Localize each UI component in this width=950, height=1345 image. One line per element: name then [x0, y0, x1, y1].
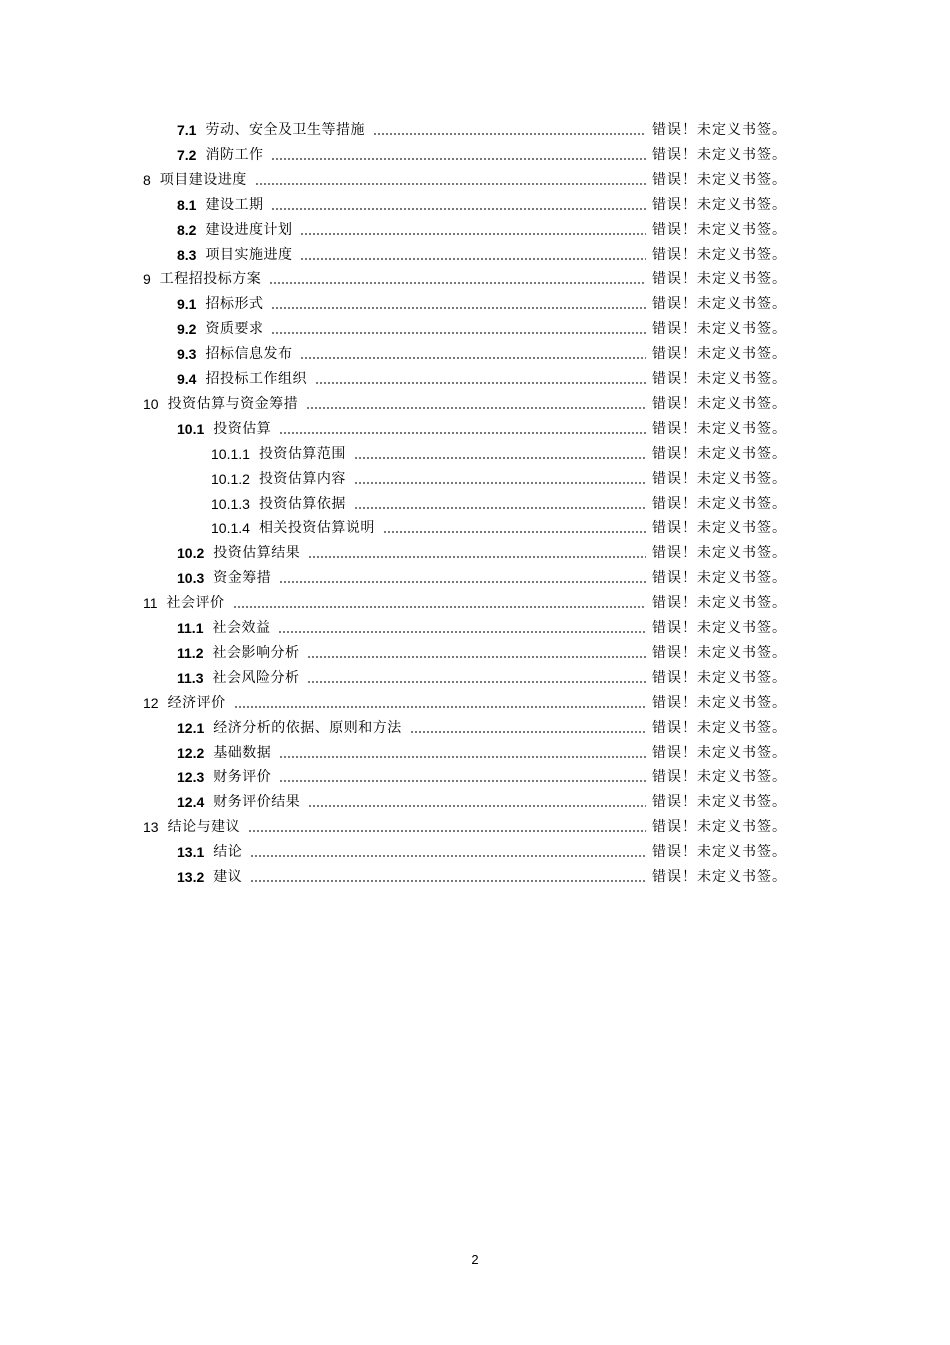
toc-entry[interactable] [177, 743, 787, 763]
toc-entry-number: 10.3 [177, 570, 205, 587]
toc-entry-title: 投资估算范围 [258, 445, 346, 462]
toc-entry-number: 8.1 [177, 196, 197, 213]
toc-entry-title: 项目建设进度 [159, 171, 247, 188]
toc-entry-page-ref: 错误！未定义书签。 [652, 794, 787, 811]
toc-entry-number: 8.2 [177, 221, 197, 238]
toc-entry-title: 资金筹措 [213, 570, 272, 587]
dot-leader [315, 369, 646, 389]
toc-entry-number: 12.4 [177, 794, 205, 811]
toc-entry-page-ref: 错误！未定义书签。 [652, 171, 787, 188]
toc-entry-number: 12.1 [177, 719, 205, 736]
page-number: 2 [471, 1252, 479, 1267]
toc-entry-page-ref: 错误！未定义书签。 [652, 719, 787, 736]
toc-entry-page-ref: 错误！未定义书签。 [652, 321, 787, 338]
toc-entry[interactable] [177, 568, 787, 588]
toc-entry[interactable] [211, 469, 787, 489]
toc-entry[interactable] [177, 543, 787, 563]
toc-entry-page-ref: 错误！未定义书签。 [652, 221, 787, 238]
toc-entry-title: 财务评价 [213, 769, 272, 786]
toc-entry-title: 投资估算结果 [213, 545, 301, 562]
toc-entry[interactable] [177, 419, 787, 439]
toc-entry-page-ref: 错误！未定义书签。 [652, 346, 787, 363]
toc-entry-number: 10.1.4 [211, 520, 250, 537]
dot-leader [354, 444, 646, 464]
toc-entry-title: 投资估算与资金筹措 [167, 395, 299, 412]
toc-entry-number: 8.3 [177, 246, 197, 263]
toc-entry-title: 社会评价 [166, 595, 225, 612]
toc-entry-page-ref: 错误！未定义书签。 [652, 371, 787, 387]
toc-entry-title: 消防工作 [205, 146, 264, 163]
toc-entry-title: 投资估算 [213, 420, 272, 437]
dot-leader [300, 245, 646, 265]
toc-entry-title: 建设工期 [205, 196, 264, 213]
toc-entry[interactable] [211, 518, 787, 538]
toc-entry[interactable] [177, 195, 787, 215]
toc-entry-number: 11.2 [177, 644, 204, 661]
dot-leader [279, 419, 646, 439]
toc-entry-title: 社会效益 [212, 620, 271, 636]
dot-leader [234, 693, 646, 713]
toc-entry[interactable] [177, 220, 787, 240]
toc-entry-title: 社会风险分析 [212, 669, 300, 686]
dot-leader [308, 792, 646, 812]
dot-leader [279, 743, 646, 763]
toc-entry-number: 12.2 [177, 744, 205, 761]
toc-entry-number: 9 [143, 271, 151, 288]
toc-entry-page-ref: 错误！未定义书签。 [652, 420, 787, 437]
dot-leader [250, 867, 646, 887]
toc-entry[interactable] [143, 170, 787, 190]
toc-entry-number: 9.2 [177, 321, 197, 338]
toc-entry-number: 13.2 [177, 869, 205, 885]
dot-leader [308, 543, 646, 563]
toc-entry-title: 建设进度计划 [205, 221, 293, 238]
toc-entry[interactable] [177, 294, 787, 314]
dot-leader [383, 518, 646, 538]
toc-entry[interactable] [177, 718, 787, 738]
toc-entry[interactable] [143, 817, 787, 837]
toc-entry-page-ref: 错误！未定义书签。 [652, 520, 787, 537]
dot-leader [233, 593, 646, 613]
toc-entry-title: 招标信息发布 [205, 346, 293, 363]
dot-leader [300, 344, 646, 364]
toc-entry-number: 9.4 [177, 371, 197, 387]
toc-entry-page-ref: 错误！未定义书签。 [652, 694, 787, 711]
toc-entry-title: 相关投资估算说明 [258, 520, 375, 537]
toc-entry[interactable] [177, 369, 787, 389]
toc-entry-title: 工程招投标方案 [159, 271, 262, 288]
toc-entry[interactable] [177, 767, 787, 787]
toc-entry-page-ref: 错误！未定义书签。 [652, 769, 787, 786]
toc-entry-page-ref: 错误！未定义书签。 [652, 669, 787, 686]
toc-entry-number: 10 [143, 395, 159, 412]
toc-entry-title: 投资估算内容 [258, 470, 346, 487]
toc-entry-title: 劳动、安全及卫生等措施 [205, 122, 365, 138]
toc-entry-number: 10.1.1 [211, 445, 250, 462]
dot-leader [278, 618, 646, 638]
toc-entry-number: 13 [143, 819, 159, 836]
toc-entry-page-ref: 错误！未定义书签。 [652, 470, 787, 487]
dot-leader [354, 469, 646, 489]
toc-entry[interactable] [143, 394, 787, 414]
toc-entry-page-ref: 错误！未定义书签。 [652, 570, 787, 587]
toc-entry-page-ref: 错误！未定义书签。 [652, 620, 787, 636]
dot-leader [271, 319, 646, 339]
toc-entry-page-ref: 错误！未定义书签。 [652, 869, 787, 885]
toc-entry-page-ref: 错误！未定义书签。 [652, 744, 787, 761]
toc-entry-title: 投资估算依据 [258, 495, 346, 512]
dot-leader [255, 170, 646, 190]
toc-entry[interactable] [177, 145, 787, 165]
toc-entry-number: 9.3 [177, 346, 197, 363]
toc-entry-page-ref: 错误！未定义书签。 [652, 495, 787, 512]
toc-entry-title: 项目实施进度 [205, 246, 293, 263]
toc-entry-number: 11.1 [177, 620, 204, 636]
dot-leader [271, 294, 646, 314]
toc-entry-page-ref: 错误！未定义书签。 [652, 395, 787, 412]
toc-entry-number: 12 [143, 694, 159, 711]
toc-entry[interactable] [177, 842, 787, 862]
dot-leader [248, 817, 646, 837]
toc-entry-number: 9.1 [177, 296, 197, 313]
toc-entry[interactable] [177, 618, 787, 638]
toc-entry-page-ref: 错误！未定义书签。 [652, 445, 787, 462]
toc-entry[interactable] [143, 269, 787, 289]
toc-entry-number: 7.2 [177, 146, 197, 163]
toc-entry[interactable] [177, 245, 787, 265]
toc-entry-number: 12.3 [177, 769, 205, 786]
toc-entry[interactable] [211, 494, 787, 514]
toc-entry-title: 财务评价结果 [213, 794, 301, 811]
dot-leader [306, 394, 646, 414]
toc-entry-page-ref: 错误！未定义书签。 [652, 296, 787, 313]
toc-entry[interactable] [143, 693, 787, 713]
toc-entry-page-ref: 错误！未定义书签。 [652, 819, 787, 836]
dot-leader [373, 120, 646, 140]
toc-entry-number: 10.1 [177, 420, 205, 437]
toc-entry-title: 基础数据 [213, 744, 272, 761]
toc-entry[interactable] [177, 120, 787, 140]
dot-leader [410, 718, 646, 738]
toc-entry-title: 招投标工作组织 [205, 371, 307, 387]
toc-entry-title: 资质要求 [205, 321, 264, 338]
toc-entry-title: 社会影响分析 [212, 644, 300, 661]
toc-entry-title: 经济评价 [167, 694, 226, 711]
dot-leader [250, 842, 646, 862]
toc-entry[interactable] [177, 668, 787, 688]
toc-entry-title: 招标形式 [205, 296, 264, 313]
dot-leader [271, 145, 646, 165]
toc-entry-page-ref: 错误！未定义书签。 [652, 595, 787, 612]
toc-entry-page-ref: 错误！未定义书签。 [652, 844, 787, 861]
toc-entry-page-ref: 错误！未定义书签。 [652, 122, 787, 138]
toc-entry-page-ref: 错误！未定义书签。 [652, 196, 787, 213]
toc-entry-number: 11.3 [177, 669, 204, 686]
toc-entry[interactable] [143, 593, 787, 613]
toc-entry-number: 8 [143, 171, 151, 188]
toc-entry[interactable] [177, 643, 787, 663]
toc-entry-number: 11 [143, 595, 158, 612]
toc-entry-title: 结论与建议 [167, 819, 241, 836]
dot-leader [307, 643, 646, 663]
toc-entry[interactable] [177, 792, 787, 812]
dot-leader [307, 668, 646, 688]
dot-leader [279, 767, 646, 787]
toc-entry-page-ref: 错误！未定义书签。 [652, 146, 787, 163]
toc-entry-number: 10.1.3 [211, 495, 250, 512]
toc-entry-number: 10.2 [177, 545, 205, 562]
toc-entry-page-ref: 错误！未定义书签。 [652, 246, 787, 263]
toc-entry-title: 建议 [213, 869, 243, 885]
toc-entry[interactable] [211, 444, 787, 464]
dot-leader [269, 269, 646, 289]
toc-entry-number: 7.1 [177, 122, 197, 138]
toc-entry[interactable] [177, 867, 787, 887]
toc-entry-page-ref: 错误！未定义书签。 [652, 271, 787, 288]
dot-leader [271, 195, 646, 215]
toc-entry-title: 经济分析的依据、原则和方法 [213, 719, 402, 736]
toc-entry[interactable] [177, 319, 787, 339]
toc-entry-number: 10.1.2 [211, 470, 250, 487]
toc-entry-page-ref: 错误！未定义书签。 [652, 545, 787, 562]
dot-leader [300, 220, 646, 240]
dot-leader [279, 568, 646, 588]
toc-entry-page-ref: 错误！未定义书签。 [652, 644, 787, 661]
toc-entry[interactable] [177, 344, 787, 364]
toc-entry-number: 13.1 [177, 844, 205, 861]
dot-leader [354, 494, 646, 514]
toc-entry-title: 结论 [213, 844, 243, 861]
